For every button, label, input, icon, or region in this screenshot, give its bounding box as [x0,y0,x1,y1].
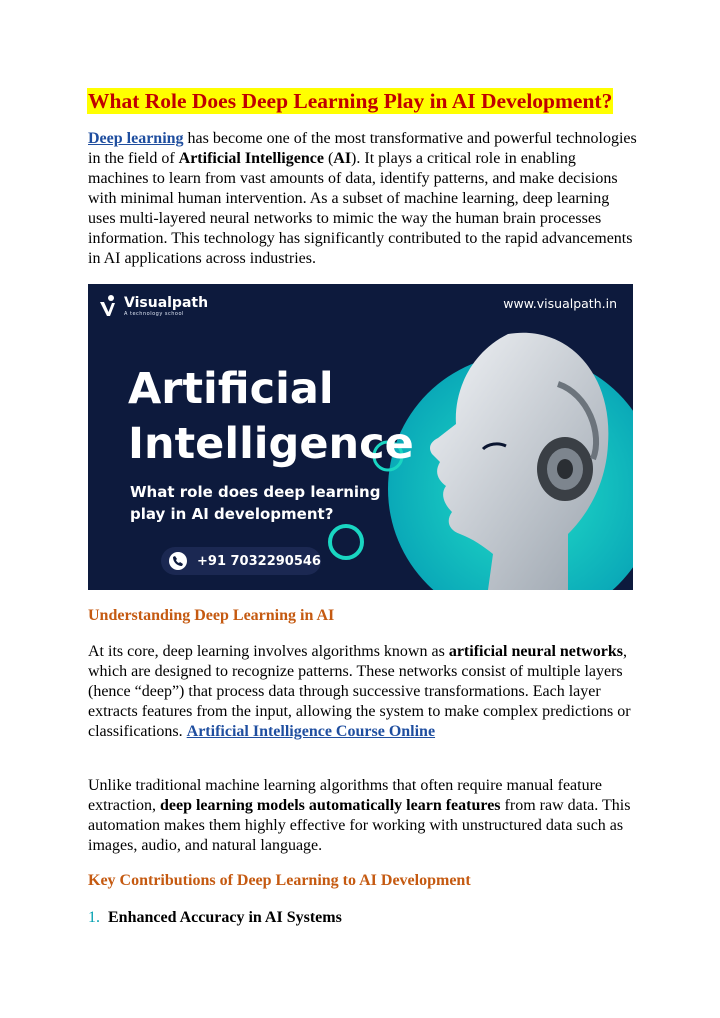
deep-learning-link[interactable]: Deep learning [88,130,184,147]
logo-tagline: A technology school [124,310,184,317]
banner-subtitle-line1: What role does deep learning [130,483,381,501]
visualpath-logo-icon [98,294,120,318]
logo-name: Visualpath [124,294,209,311]
page-title: What Role Does Deep Learning Play in AI Development? [88,89,613,113]
banner-headline-line2: Intelligence [128,419,414,469]
banner-headline-line1: Artificial [128,364,334,414]
section-heading-understanding: Understanding Deep Learning in AI [88,607,335,624]
phone-icon [169,552,187,570]
section-heading-key-contributions: Key Contributions of Deep Learning to AI Development [88,872,471,889]
list-item-number: 1. [88,909,100,926]
phone-number: +91 7032290546 [197,553,321,569]
article-banner-image [88,284,633,590]
intro-paragraph: Deep learning has become one of the most transformative and powerful technologies in the field of Artificial Intelligence (AI). It plays a critical role in enabling machines to learn from vast amounts of data, identify patterns, and make decisions with minimal human intervention. As a subset of machine learning, deep learning uses multi-layered neural networks to mimic the way the human brain processes information. This technology has significantly contributed to the rapid advancements in AI applications across industries. [88,130,637,267]
website-text: www.visualpath.in [503,296,617,311]
section1-paragraph1: At its core, deep learning involves algorithms known as artificial neural networks, which are designed to recognize patterns. These networks consist of multiple layers (hence “deep”) that process data through successive transformations. Each layer extracts features from the input, allowing the system to make complex predictions or classifications. Artificial Intelligence Course Online [88,643,631,740]
phone-badge [161,547,321,575]
visualpath-logo [98,294,208,318]
banner-subtitle-line2: play in AI development? [130,505,334,523]
section1-paragraph2: Unlike traditional machine learning algorithms that often require manual feature extraction, deep learning models automatically learn features from raw data. This automation makes them highly effective for working with unstructured data such as images, audio, and natural language. [88,777,631,854]
list-item-text: Enhanced Accuracy in AI Systems [108,909,342,926]
list-item [88,908,342,928]
ai-course-online-link[interactable]: Artificial Intelligence Course Online [186,723,436,740]
